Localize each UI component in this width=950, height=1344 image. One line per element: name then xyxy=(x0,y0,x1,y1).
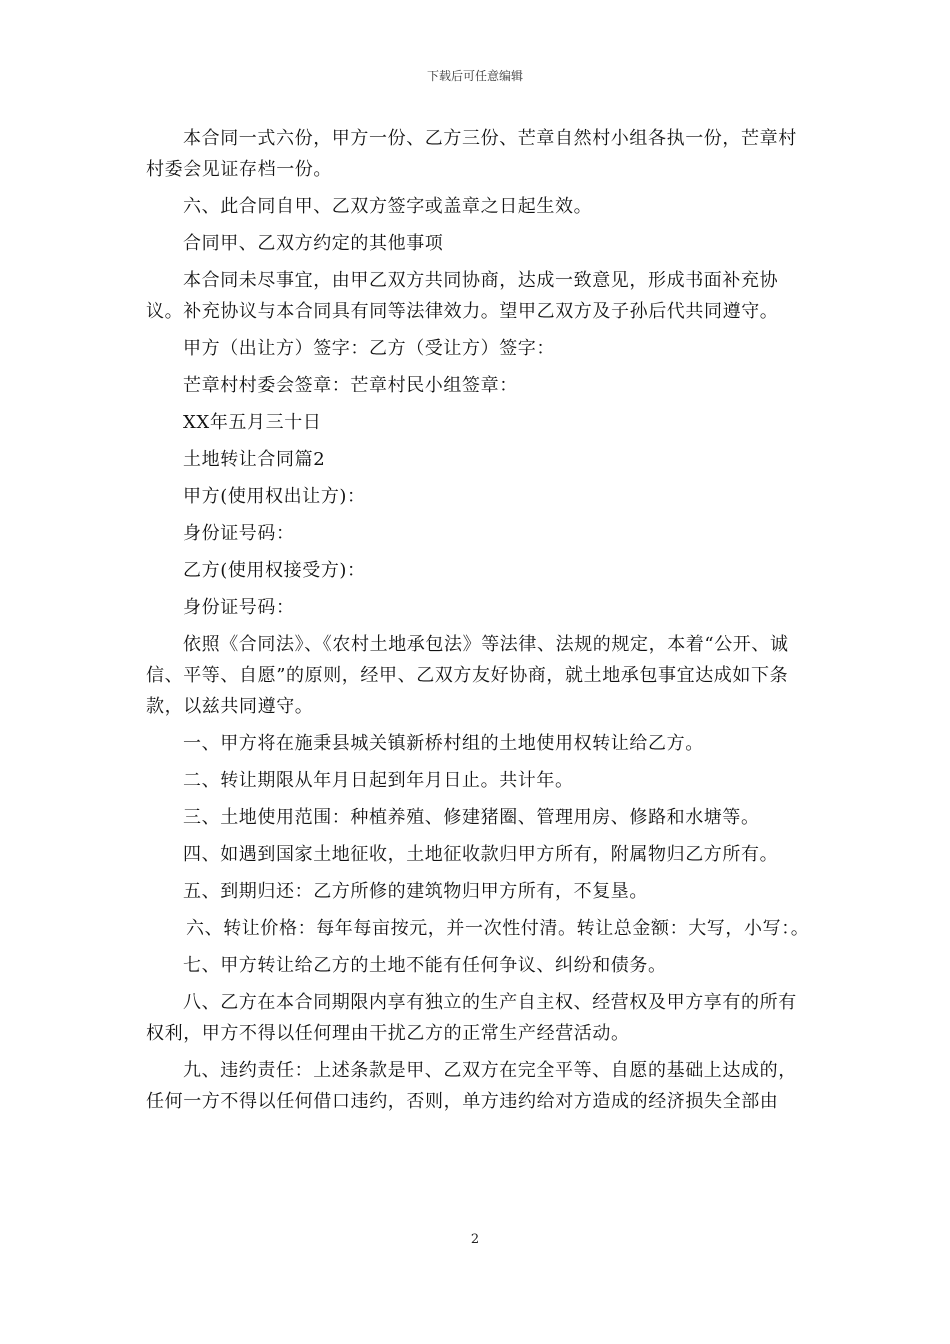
paragraph-party-b: 乙方(使用权接受方)： xyxy=(183,560,366,581)
paragraph-party-b-id: 身份证号码： xyxy=(183,597,295,618)
paragraph-seals: 芒章村村委会签章：芒章村民小组签章： xyxy=(183,375,518,396)
paragraph-copies: 本合同一式六份，甲方一份、乙方三份、芒章自然村小组各执一份，芒章村村委会见证存档一份。 xyxy=(146,128,797,180)
clause-5: 五、到期归还：乙方所修的建筑物归甲方所有，不复垦。 xyxy=(183,881,648,902)
page-header: 下载后可任意编辑 xyxy=(426,69,523,83)
clause-3: 三、土地使用范围：种植养殖、修建猪圈、管理用房、修路和水塘等。 xyxy=(183,807,760,828)
page-number: 2 xyxy=(470,1232,480,1247)
paragraph-signatures: 甲方（出让方）签字：乙方（受让方）签字： xyxy=(183,338,555,359)
paragraph-date: XX年五月三十日 xyxy=(183,412,322,433)
paragraph-effective: 六、此合同自甲、乙双方签字或盖章之日起生效。 xyxy=(183,196,593,217)
paragraph-other-matters: 合同甲、乙双方约定的其他事项 xyxy=(183,233,444,254)
clause-4: 四、如遇到国家土地征收，土地征收款归甲方所有，附属物归乙方所有。 xyxy=(183,844,779,865)
paragraph-supplement: 本合同未尽事宜，由甲乙双方共同协商，达成一致意见，形成书面补充协议。补充协议与本合同具有同等法律效力。望甲乙双方及子孙后代共同遵守。 xyxy=(146,270,779,322)
paragraph-party-a: 甲方(使用权出让方)： xyxy=(183,486,366,507)
clause-9: 九、违约责任：上述条款是甲、乙双方在完全平等、自愿的基础上达成的，任何一方不得以任何借口违约，否则，单方违约给对方造成的经济损失全部由 xyxy=(146,1060,797,1112)
section-title: 土地转让合同篇2 xyxy=(183,449,326,470)
document-body xyxy=(146,123,810,1123)
clause-7: 七、甲方转让给乙方的土地不能有任何争议、纠纷和债务。 xyxy=(183,955,667,976)
paragraph-preamble: 依照《合同法》、《农村土地承包法》等法律、法规的规定，本着“公开、诚信、平等、自愿”的原则，经甲、乙双方友好协商，就土地承包事宜达成如下条款，以兹共同遵守。 xyxy=(146,634,789,717)
clause-8: 八、乙方在本合同期限内享有独立的生产自主权、经营权及甲方享有的所有权利，甲方不得以任何理由干扰乙方的正常生产经营活动。 xyxy=(146,992,797,1044)
paragraph-party-a-id: 身份证号码： xyxy=(183,523,295,544)
clause-1: 一、甲方将在施秉县城关镇新桥村组的土地使用权转让给乙方。 xyxy=(183,733,704,754)
clause-6: 六、转让价格：每年每亩按元，并一次性付清。转让总金额：大写，小写：。 xyxy=(186,918,810,939)
clause-2: 二、转让期限从年月日起到年月日止。共计年。 xyxy=(183,770,574,791)
